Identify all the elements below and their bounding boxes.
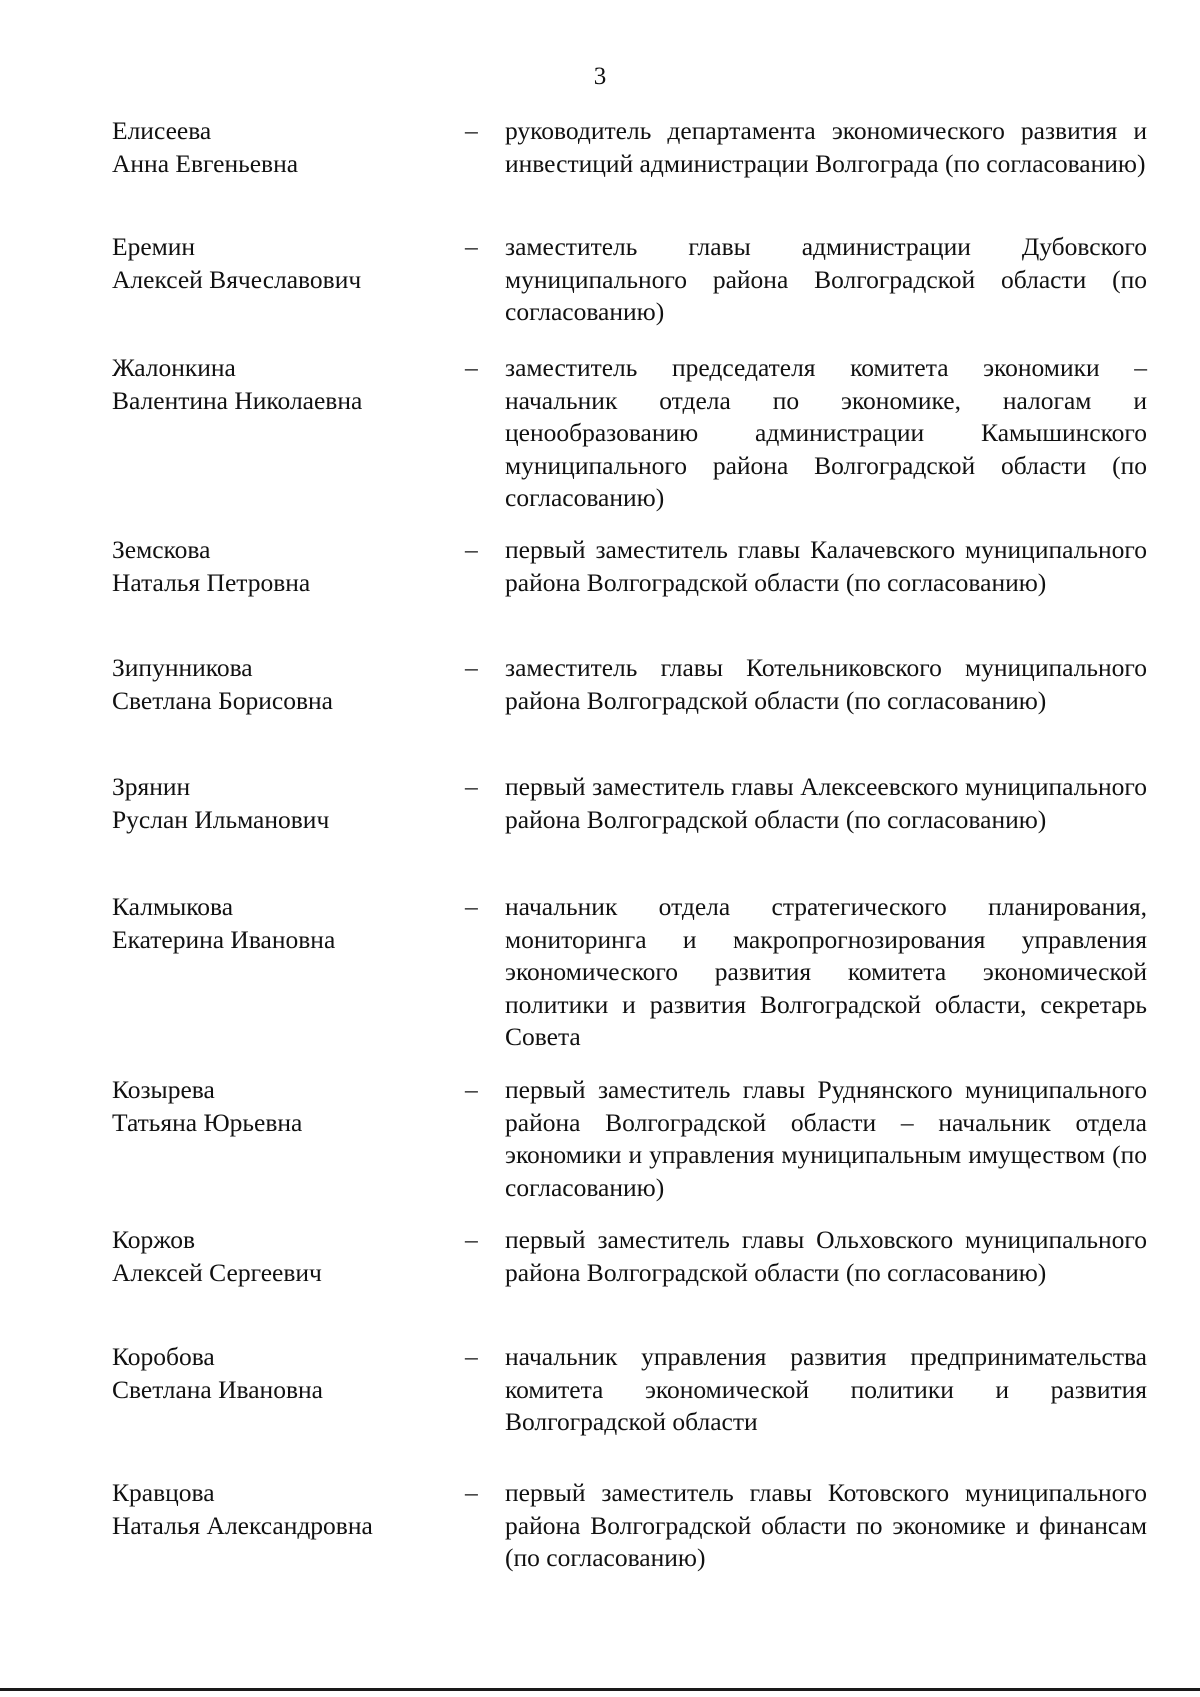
- member-name: [112, 534, 442, 599]
- dash-separator: –: [465, 353, 478, 382]
- dash-separator: –: [465, 116, 478, 145]
- dash-separator: –: [465, 653, 478, 682]
- member-given-names: Светлана Ивановна: [112, 1374, 323, 1404]
- member-name: [112, 771, 442, 836]
- member-given-names: Алексей Сергеевич: [112, 1257, 322, 1287]
- member-name: [112, 231, 442, 296]
- member-surname: Земскова: [112, 535, 211, 564]
- dash-separator: –: [465, 1225, 478, 1254]
- member-given-names: Валентина Николаевна: [112, 385, 363, 415]
- member-given-names: Анна Евгеньевна: [112, 148, 299, 178]
- dash-separator: –: [465, 1342, 478, 1371]
- page-number: 3: [593, 63, 607, 90]
- member-surname: Елисеева: [112, 116, 212, 145]
- member-name: [112, 115, 442, 180]
- member-surname: Жалонкина: [112, 353, 236, 382]
- member-role: заместитель главы Котельниковского муниципального района Волгоградской области (по согласованию): [505, 653, 1147, 715]
- member-surname: Коробова: [112, 1342, 215, 1371]
- member-given-names: Наталья Петровна: [112, 567, 311, 597]
- dash-separator: –: [465, 1075, 478, 1104]
- member-role: заместитель главы администрации Дубовского муниципального района Волгоградской области (по согласованию): [505, 232, 1147, 326]
- member-name: [112, 352, 442, 417]
- member-role: начальник управления развития предпринимательства комитета экономической политики и развития Волгоградской области: [505, 1342, 1147, 1436]
- member-role: первый заместитель главы Калачевского муниципального района Волгоградской области (по согласованию): [505, 535, 1147, 597]
- member-surname: Козырева: [112, 1075, 215, 1104]
- dash-separator: –: [465, 535, 478, 564]
- member-role: первый заместитель главы Ольховского муниципального района Волгоградской области (по согласованию): [505, 1225, 1147, 1287]
- member-role: руководитель департамента экономического развития и инвестиций администрации Волгограда (по согласованию): [505, 116, 1147, 178]
- member-surname: Калмыкова: [112, 892, 234, 921]
- member-surname: Еремин: [112, 232, 196, 261]
- member-name: [112, 1074, 442, 1139]
- dash-separator: –: [465, 232, 478, 261]
- member-name: [112, 1341, 442, 1406]
- member-role: первый заместитель главы Руднянского муниципального района Волгоградской области – начальник отдела экономики и управления муниципальным имуществом (по согласованию): [505, 1075, 1147, 1202]
- dash-separator: –: [465, 892, 478, 921]
- member-role: первый заместитель главы Котовского муниципального района Волгоградской области по экономике и финансам (по согласованию): [505, 1478, 1147, 1572]
- member-given-names: Екатерина Ивановна: [112, 924, 336, 954]
- member-surname: Зрянин: [112, 772, 191, 801]
- member-surname: Кравцова: [112, 1478, 215, 1507]
- member-given-names: Светлана Борисовна: [112, 685, 333, 715]
- dash-separator: –: [465, 1478, 478, 1507]
- member-name: [112, 652, 442, 717]
- member-surname: Коржов: [112, 1225, 196, 1254]
- member-name: [112, 891, 442, 956]
- member-role: первый заместитель главы Алексеевского муниципального района Волгоградской области (по согласованию): [505, 772, 1147, 834]
- member-role: начальник отдела стратегического планирования, мониторинга и макропрогнозирования управления экономического развития комитета экономической политики и развития Волгоградской области, секретарь Совета: [505, 892, 1147, 1051]
- member-role: заместитель председателя комитета экономики – начальник отдела по экономике, налогам и ценообразованию администрации Камышинского муниципального района Волгоградской области (по согласованию): [505, 353, 1147, 512]
- member-given-names: Руслан Ильманович: [112, 804, 330, 834]
- dash-separator: –: [465, 772, 478, 801]
- member-given-names: Татьяна Юрьевна: [112, 1107, 303, 1137]
- member-surname: Зипунникова: [112, 653, 253, 682]
- member-name: [112, 1477, 442, 1542]
- bottom-rule: [0, 1688, 1200, 1691]
- member-given-names: Наталья Александровна: [112, 1510, 373, 1540]
- member-name: [112, 1224, 442, 1289]
- member-given-names: Алексей Вячеславович: [112, 264, 362, 294]
